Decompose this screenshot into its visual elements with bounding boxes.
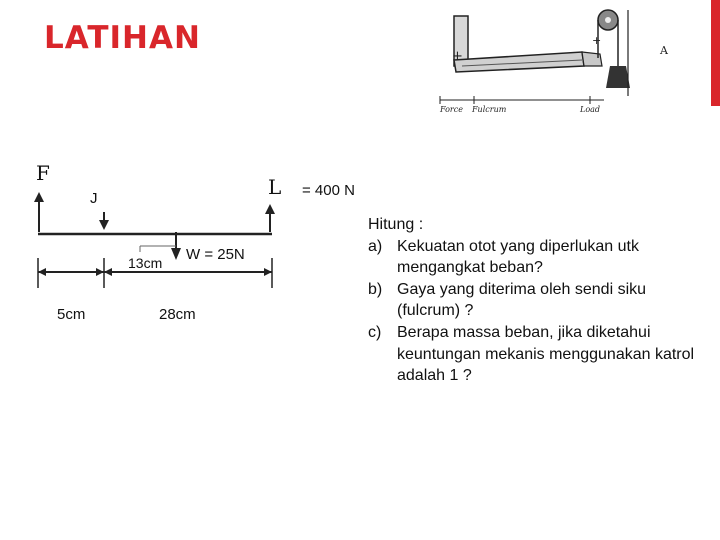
question-text: Berapa massa beban, jika diketahui keuntungan mekanis menggunakan katrol adalah 1 ? <box>397 323 695 385</box>
load-label: Load <box>580 105 601 114</box>
question-item-c <box>368 322 698 387</box>
dim-13cm: 13cm <box>128 255 163 271</box>
accent-bar <box>711 0 720 106</box>
question-marker: c) <box>368 323 382 341</box>
question-text: Kekuatan otot yang diperlukan utk mengangkat beban? <box>397 237 639 277</box>
slide-title: LATIHAN <box>44 20 201 56</box>
joint-label: J <box>90 190 98 207</box>
force-symbol: F <box>36 161 50 185</box>
dim-28cm: 28cm <box>159 306 196 323</box>
question-item-a <box>368 236 698 279</box>
questions-intro: Hitung : <box>368 216 424 233</box>
load-symbol: L <box>268 175 282 199</box>
svg-text:+: + <box>592 34 602 47</box>
question-block <box>368 214 698 387</box>
corner-letter: A <box>660 44 668 57</box>
question-marker: b) <box>368 280 383 298</box>
load-value: = 400 N <box>302 182 355 199</box>
svg-text:+: + <box>452 49 463 64</box>
question-item-b <box>368 279 698 322</box>
arm-lever-illustration <box>432 8 682 116</box>
dim-5cm: 5cm <box>57 306 86 323</box>
force-label: Force <box>440 105 463 114</box>
weight-label: W = 25N <box>186 246 245 263</box>
question-text: Gaya yang diterima oleh sendi siku (fulcrum) ? <box>397 280 647 320</box>
question-marker: a) <box>368 237 383 255</box>
fulcrum-label: Fulcrum <box>472 105 507 114</box>
question-list <box>368 236 698 387</box>
